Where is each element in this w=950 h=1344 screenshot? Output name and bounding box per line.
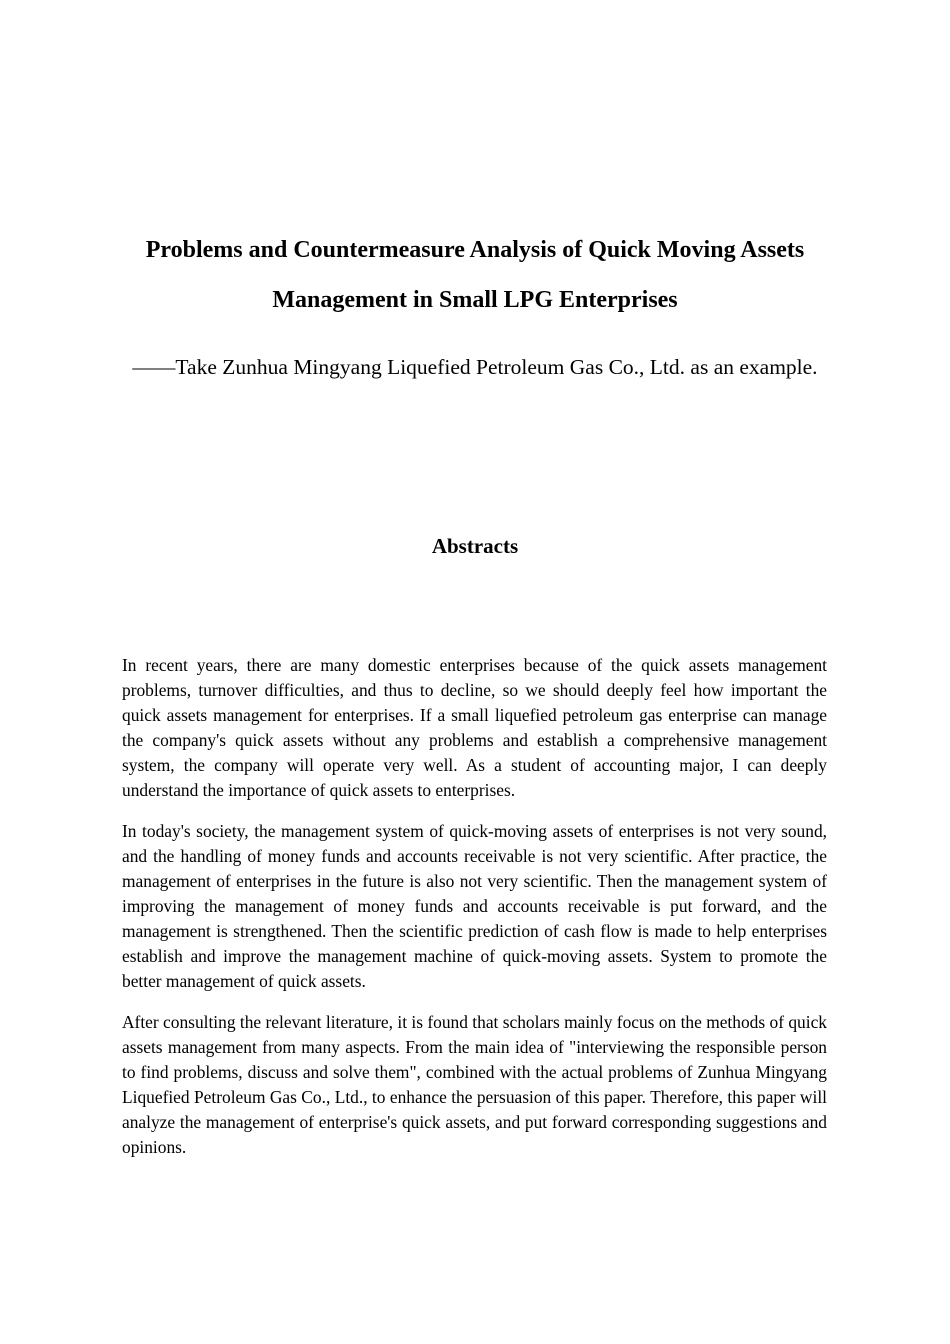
abstract-body [122,653,827,1176]
paper-subtitle: ——Take Zunhua Mingyang Liquefied Petroleum Gas Co., Ltd. as an example. [132,355,818,379]
abstract-heading: Abstracts [431,534,519,558]
abstract-paragraph: In recent years, there are many domestic enterprises because of the quick assets management problems, turnover difficulties, and thus to decline, so we should deeply feel how important the quick assets management for enterprises. If a small liquefied petroleum gas enterprise can manage the company's quick assets without any problems and establish a comprehensive management system, the company will operate very well. As a student of accounting major, I can deeply understand the importance of quick assets to enterprises. [122,655,827,800]
paper-title: Problems and Countermeasure Analysis of Quick Moving Assets Management in Small LPG Enterprises [145,237,805,313]
abstract-paragraph: After consulting the relevant literature, it is found that scholars mainly focus on the methods of quick assets management from many aspects. From the main idea of "interviewing the responsible person to find problems, discuss and solve them", combined with the actual problems of Zunhua Mingyang Liquefied Petroleum Gas Co., Ltd., to enhance the persuasion of this paper. Therefore, this paper will analyze the management of enterprise's quick assets, and put forward corresponding suggestions and opinions. [122,1012,827,1157]
abstract-paragraph: In today's society, the management system of quick-moving assets of enterprises is not very sound, and the handling of money funds and accounts receivable is not very scientific. After practice, the management of enterprises in the future is also not very scientific. Then the management system of improving the management of money funds and accounts receivable is put forward, and the management is strengthened. Then the scientific prediction of cash flow is made to help enterprises establish and improve the management machine of quick-moving assets. System to promote the better management of quick assets. [122,821,827,991]
